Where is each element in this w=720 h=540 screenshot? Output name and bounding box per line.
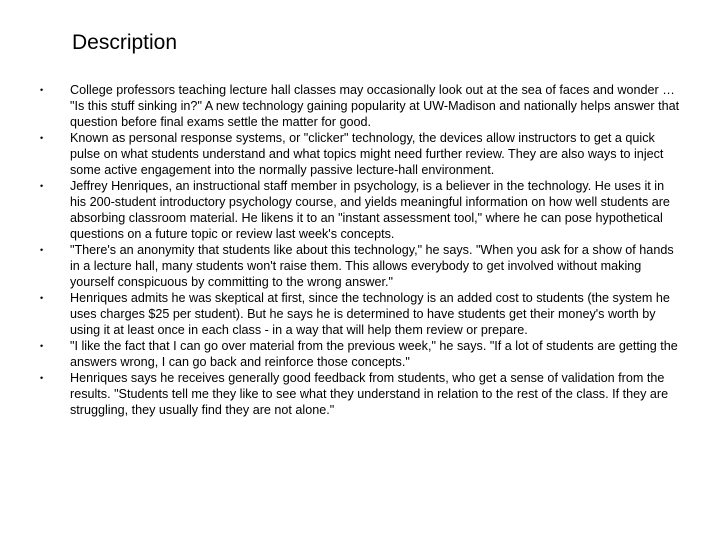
bullet-icon: • xyxy=(40,293,44,303)
bullet-text: Jeffrey Henriques, an instructional staff member in psychology, is a believer in the technology. He uses it in his 200-student introductory psychology course, and yields meaningful information on how well students are absorbing classroom material. He likens it to an "instant assessment tool," where he can pose hypothetical questions on a future topic or review last week's concepts. xyxy=(70,179,670,241)
bullet-text: Known as personal response systems, or "clicker" technology, the devices allow instructors to get a quick pulse on what students understand and what topics might need further review. They are also ways to inject some active engagement into the normally passive lecture-hall environment. xyxy=(70,131,664,177)
bullet-icon: • xyxy=(40,181,44,191)
bullet-text: Henriques says he receives generally good feedback from students, who get a sense of validation from the results. "Students tell me they like to see what they understand in relation to the rest of the class. If they are struggling, they usually find they are not alone." xyxy=(70,371,669,417)
list-item xyxy=(40,338,680,370)
bullet-text: "I like the fact that I can go over material from the previous week," he says. "If a lot of students are getting the answers wrong, I can go back and reinforce those concepts." xyxy=(70,339,678,369)
list-item xyxy=(40,370,680,418)
bullet-icon: • xyxy=(40,85,44,95)
list-item xyxy=(40,290,680,338)
bullet-icon: • xyxy=(40,341,44,351)
bullet-icon: • xyxy=(40,245,44,255)
list-item xyxy=(40,82,680,130)
slide-title: Description xyxy=(72,31,178,54)
list-item xyxy=(40,178,680,242)
bullet-text: "There's an anonymity that students like about this technology," he says. "When you ask for a show of hands in a lecture hall, many students won't raise them. This allows everybody to get involved without making yourself conspicuous by committing to the wrong answer." xyxy=(70,243,674,289)
bullet-text: College professors teaching lecture hall classes may occasionally look out at the sea of faces and wonder … "Is this stuff sinking in?" A new technology gaining popularity at UW-Madison and nationally helps answer that question before final exams settle the matter for good. xyxy=(70,83,680,129)
list-item xyxy=(40,242,680,290)
bullet-list xyxy=(40,82,680,418)
bullet-text: Henriques admits he was skeptical at first, since the technology is an added cost to students (the system he uses charges $25 per student). But he says he is determined to have students get their money's worth by using it at least once in each class - in a way that will help them review or prepare. xyxy=(70,291,670,337)
list-item xyxy=(40,130,680,178)
bullet-icon: • xyxy=(40,373,44,383)
bullet-icon: • xyxy=(40,133,44,143)
